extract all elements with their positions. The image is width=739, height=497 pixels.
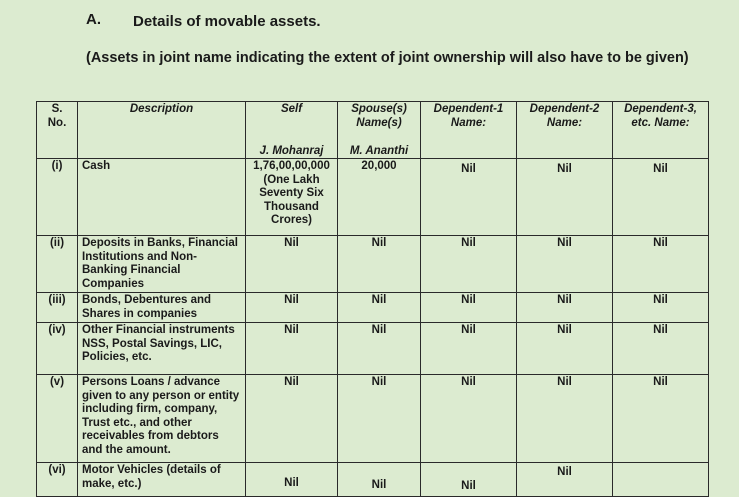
row-description: Motor Vehicles (details of make, etc.) — [78, 463, 246, 497]
header-sno: S. No. — [37, 102, 78, 145]
row-description: Other Financial instruments NSS, Postal Savings, LIC, Policies, etc. — [78, 323, 246, 375]
row-dep3: Nil — [613, 159, 709, 236]
row-dep2: Nil — [517, 159, 613, 236]
table-row — [37, 159, 709, 236]
row-dep3 — [613, 463, 709, 497]
row-description: Deposits in Banks, Financial Institutions and Non-Banking Financial Companies — [78, 236, 246, 293]
row-spouse: 20,000 — [338, 159, 421, 236]
row-sno: (i) — [37, 159, 78, 236]
row-spouse: Nil — [338, 293, 421, 323]
table-row — [37, 293, 709, 323]
row-sno: (iv) — [37, 323, 78, 375]
row-sno: (v) — [37, 375, 78, 463]
self-name: J. Mohanraj — [246, 144, 338, 159]
row-dep1: Nil — [421, 293, 517, 323]
row-dep1: Nil — [421, 463, 517, 497]
header-dependent-2: Dependent-2 Name: — [517, 102, 613, 145]
row-description: Persons Loans / advance given to any person or entity including firm, company, Trust etc., and other receivables from debtors and the amount. — [78, 375, 246, 463]
row-dep2: Nil — [517, 293, 613, 323]
table-row — [37, 236, 709, 293]
table-row — [37, 375, 709, 463]
table-row — [37, 463, 709, 497]
row-spouse: Nil — [338, 323, 421, 375]
joint-ownership-note: (Assets in joint name indicating the extent of joint ownership will also have to be given) — [86, 50, 689, 66]
row-spouse: Nil — [338, 463, 421, 497]
row-self: Nil — [246, 463, 338, 497]
row-dep2: Nil — [517, 236, 613, 293]
section-letter: A. — [86, 11, 101, 28]
row-description: Cash — [78, 159, 246, 236]
row-dep3: Nil — [613, 293, 709, 323]
row-sno: (vi) — [37, 463, 78, 497]
header-description: Description — [78, 102, 246, 145]
row-self: Nil — [246, 236, 338, 293]
row-dep3: Nil — [613, 323, 709, 375]
row-dep1: Nil — [421, 236, 517, 293]
row-spouse: Nil — [338, 375, 421, 463]
row-self: Nil — [246, 293, 338, 323]
row-dep2: Nil — [517, 323, 613, 375]
names-row — [37, 144, 709, 159]
row-dep1: Nil — [421, 159, 517, 236]
row-self: Nil — [246, 375, 338, 463]
spouse-name: M. Ananthi — [338, 144, 421, 159]
table-row — [37, 323, 709, 375]
row-dep1: Nil — [421, 375, 517, 463]
row-description: Bonds, Debentures and Shares in companies — [78, 293, 246, 323]
header-self: Self — [246, 102, 338, 145]
movable-assets-table — [36, 101, 709, 497]
row-sno: (iii) — [37, 293, 78, 323]
header-row — [37, 102, 709, 145]
row-sno: (ii) — [37, 236, 78, 293]
row-dep3: Nil — [613, 236, 709, 293]
row-dep3: Nil — [613, 375, 709, 463]
header-dependent-1: Dependent-1 Name: — [421, 102, 517, 145]
row-dep2: Nil — [517, 463, 613, 497]
row-spouse: Nil — [338, 236, 421, 293]
row-dep1: Nil — [421, 323, 517, 375]
header-spouse: Spouse(s) Name(s) — [338, 102, 421, 145]
row-self: Nil — [246, 323, 338, 375]
row-dep2: Nil — [517, 375, 613, 463]
section-title: Details of movable assets. — [133, 13, 321, 30]
row-self: 1,76,00,00,000 (One Lakh Seventy Six Thousand Crores) — [246, 159, 338, 236]
header-dependent-3: Dependent-3, etc. Name: — [613, 102, 709, 145]
